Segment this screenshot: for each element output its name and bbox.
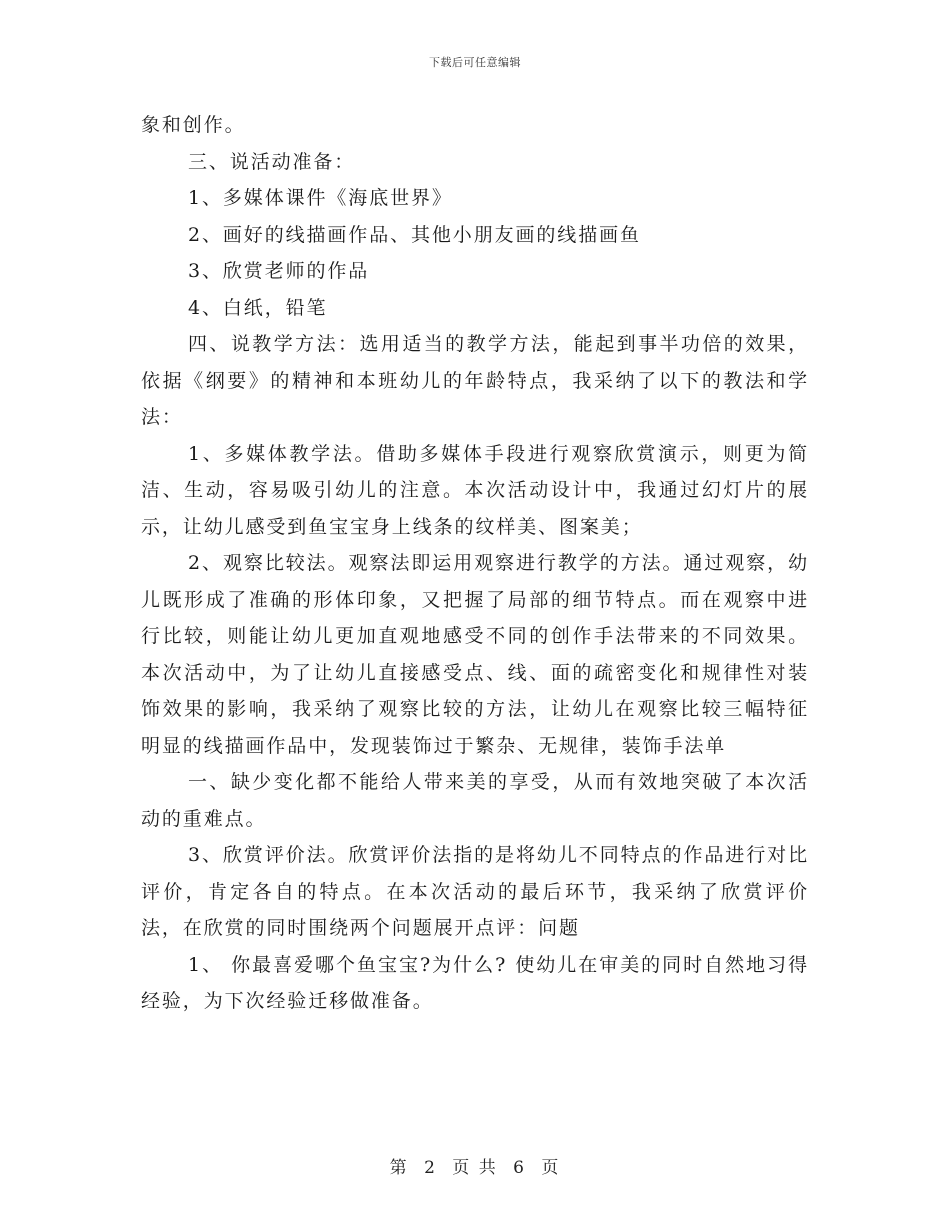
paragraph: 象和创作。 [141, 114, 246, 136]
paragraph: 一、缺少变化都不能给人带来美的享受，从而有效地突破了本次活动的重难点。 [141, 771, 809, 830]
paragraph: 3、欣赏评价法。欣赏评价法指的是将幼儿不同特点的作品进行对比评价，肯定各自的特点。在本次活动的最后环节，我采纳了欣赏评价法，在欣赏的同时围绕两个问题展开点评：问题 [141, 844, 809, 939]
page-footer [0, 1153, 950, 1178]
current-page-number: 2 [424, 1158, 437, 1178]
document-body [141, 107, 809, 1020]
paragraph: 4、白纸，铅笔 [188, 296, 328, 319]
paragraph: 3、欣赏老师的作品 [188, 260, 370, 282]
paragraph: 四、说教学方法：选用适当的教学方法，能起到事半功倍的效果，依据《纲要》的精神和本班幼儿的年龄特点，我采纳了以下的教法和学法： [141, 333, 809, 428]
paragraph: 1、多媒体课件《海底世界》 [188, 187, 453, 209]
footer-prefix: 第 [389, 1158, 409, 1178]
paragraph: 2、观察比较法。观察法即运用观察进行教学的方法。通过观察，幼儿既形成了准确的形体印象，又把握了局部的细节特点。而在观察中进行比较，则能让幼儿更加直观地感受不同的创作手法带来的不同效果。本次活动中，为了让幼儿直接感受点、线、面的疏密变化和规律性对装饰效果的影响，我采纳了观察比较的方法，让幼儿在观察比较三幅特征明显的线描画作品中，发现装饰过于繁杂、无规律，装饰手法单 [141, 552, 809, 757]
total-page-count: 6 [513, 1158, 526, 1178]
paragraph: 1、 你最喜爱哪个鱼宝宝?为什么? 使幼儿在审美的同时自然地习得经验，为下次经验迁移做准备。 [141, 953, 809, 1012]
paragraph: 三、说活动准备： [188, 150, 356, 173]
footer-middle: 页 共 [452, 1158, 498, 1178]
paragraph: 2、画好的线描画作品、其他小朋友画的线描画鱼 [188, 223, 641, 246]
paragraph: 1、多媒体教学法。借助多媒体手段进行观察欣赏演示，则更为简洁、生动，容易吸引幼儿的注意。本次活动设计中，我通过幻灯片的展示，让幼儿感受到鱼宝宝身上线条的纹样美、图案美； [141, 442, 809, 538]
footer-suffix: 页 [541, 1158, 561, 1178]
page-header: 下载后可任意编辑 [429, 56, 521, 69]
